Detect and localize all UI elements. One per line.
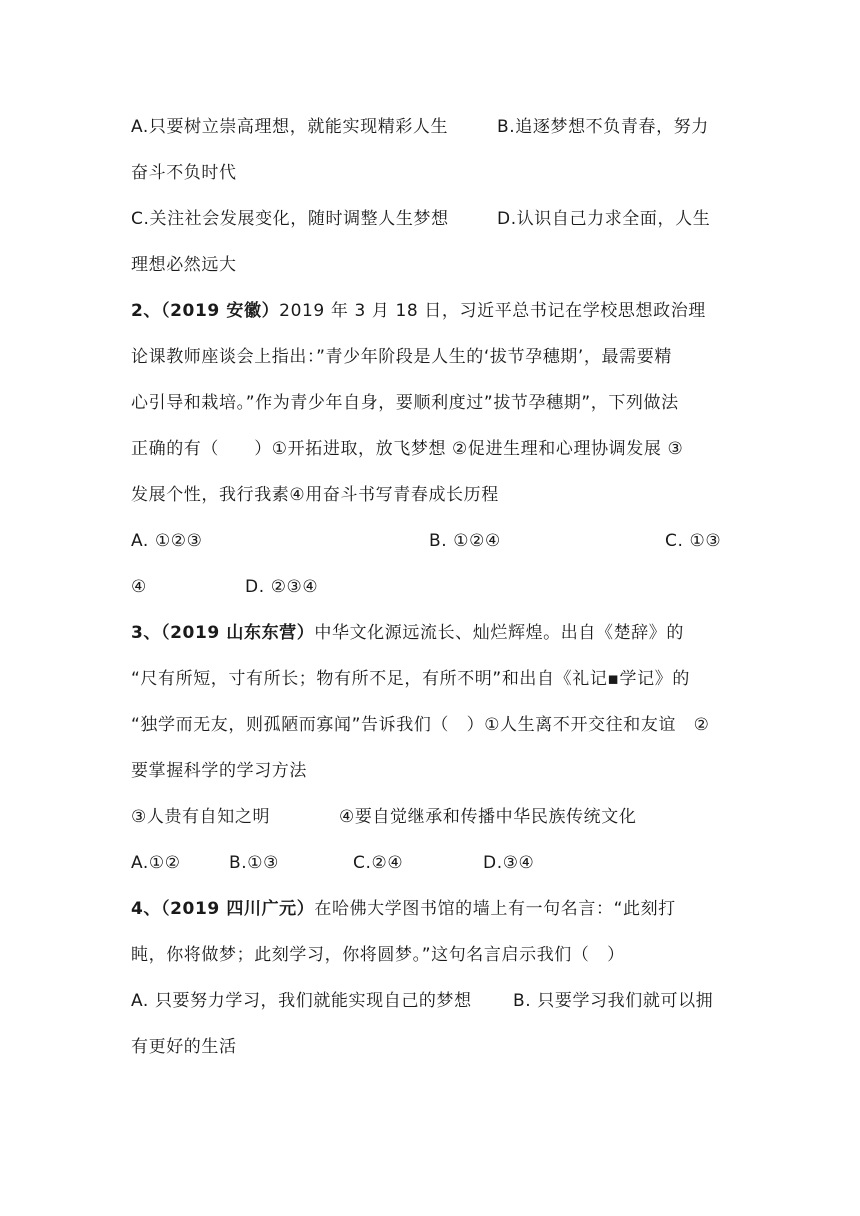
- q3-stem-line-1: [131, 610, 731, 656]
- q2-source: （2019 安徽）: [161, 301, 280, 321]
- q3-statement-4: ④要自觉继承和传播中华民族传统文化: [339, 807, 637, 827]
- q2-stem-line-2: 论课教师座谈会上指出：”青少年阶段是人生的‘拔节孕穗期’，最需要精: [131, 347, 672, 367]
- q4-options-row: [131, 978, 731, 1024]
- q3-options-row: [131, 840, 731, 886]
- q1-option-b-continued: 奋斗不负时代: [131, 163, 237, 183]
- q3-source: （2019 山东东营）: [161, 623, 315, 643]
- q2-stem-line-1: [131, 288, 731, 334]
- q2-number: 2、: [131, 301, 162, 321]
- q3-stem-line-2: “尺有所短，寸有所长；物有所不足，有所不明”和出自《礼记▪学记》的: [131, 669, 690, 689]
- q3-stem-text: 中华文化源远流长、灿烂辉煌。出自《楚辞》的: [314, 623, 684, 643]
- q1-option-a: A.只要树立崇高理想，就能实现精彩人生: [131, 117, 449, 137]
- q3-stem-line-3: “独学而无友，则孤陋而寡闻”告诉我们（ ）①人生离不开交往和友谊 ②: [131, 715, 710, 735]
- q2-option-b: B. ①②④: [429, 531, 501, 551]
- q2-option-c-continued: ④: [131, 577, 147, 597]
- q1-option-c: C.关注社会发展变化，随时调整人生梦想: [131, 209, 449, 229]
- q3-number: 3、: [131, 623, 162, 643]
- q2-option-c: C. ①③: [665, 531, 722, 551]
- q1-option-d: D.认识自己力求全面，人生: [497, 209, 711, 229]
- q3-stem-line-4: 要掌握科学的学习方法: [131, 761, 307, 781]
- q3-statement-3: ③人贵有自知之明: [131, 807, 271, 827]
- q4-source: （2019 四川广元）: [161, 899, 315, 919]
- q2-stem-line-4: 正确的有（ ）①开拓进取，放飞梦想 ②促进生理和心理协调发展 ③: [131, 439, 684, 459]
- q3-option-b: B.①③: [229, 853, 279, 873]
- q4-stem-line-1: [131, 886, 731, 932]
- q3-option-d: D.③④: [483, 853, 535, 873]
- q1-option-b: B.追逐梦想不负青春，努力: [497, 117, 709, 137]
- q3-option-a: A.①②: [131, 853, 181, 873]
- q4-option-a: A. 只要努力学习，我们就能实现自己的梦想: [131, 991, 472, 1011]
- q2-options-row-2: [131, 564, 731, 610]
- q4-option-b: B. 只要学习我们就可以拥: [513, 991, 714, 1011]
- q4-number: 4、: [131, 899, 162, 919]
- q4-stem-text: 在哈佛大学图书馆的墙上有一句名言：“此刻打: [314, 899, 676, 919]
- q2-option-d: D. ②③④: [245, 577, 319, 597]
- q2-stem-text: 2019 年 3 月 18 日，习近平总书记在学校思想政治理: [279, 301, 706, 321]
- q2-options-row-1: [131, 518, 731, 564]
- q1-options-row-2: [131, 196, 731, 242]
- q3-statements-row: [131, 794, 731, 840]
- q1-option-d-continued: 理想必然远大: [131, 255, 237, 275]
- document-page: [131, 104, 731, 1070]
- q4-stem-line-2: 盹，你将做梦；此刻学习，你将圆梦。”这句名言启示我们（ ）: [131, 945, 625, 965]
- q2-stem-line-3: 心引导和栽培。”作为青少年自身，要顺利度过”拔节孕穗期”，下列做法: [131, 393, 679, 413]
- q2-option-a: A. ①②③: [131, 531, 203, 551]
- q2-stem-line-5: 发展个性，我行我素④用奋斗书写青春成长历程: [131, 485, 499, 505]
- q1-options-row-1: [131, 104, 731, 150]
- q4-option-b-continued: 有更好的生活: [131, 1037, 237, 1057]
- q3-option-c: C.②④: [353, 853, 404, 873]
